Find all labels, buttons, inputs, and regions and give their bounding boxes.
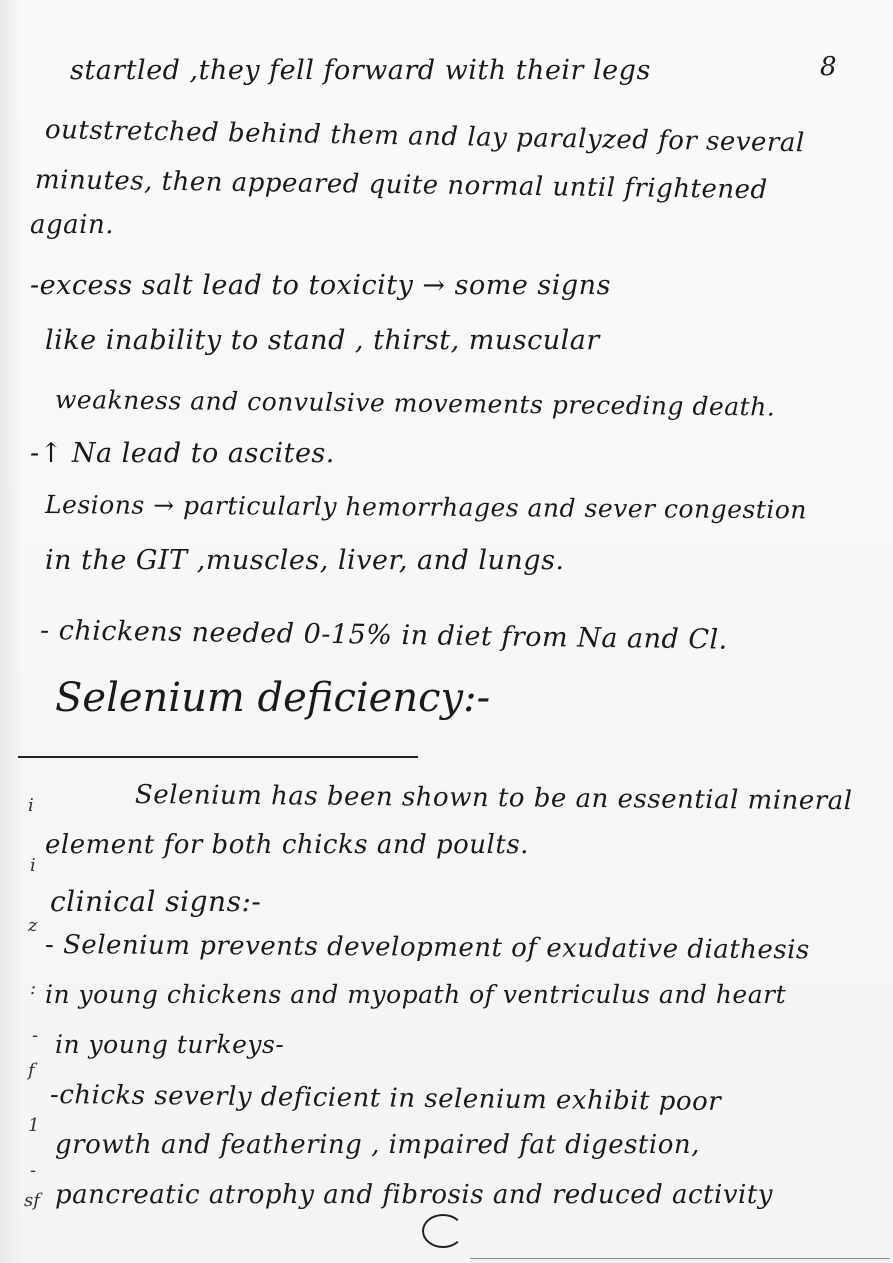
text-line: pancreatic atrophy and fibrosis and reduced activity xyxy=(55,1180,773,1210)
text-line: in young turkeys- xyxy=(55,1030,285,1059)
margin-mark: : xyxy=(30,978,37,999)
text-line: minutes, then appeared quite normal until frightened xyxy=(34,165,768,206)
text-line: outstretched behind them and lay paralyzed for several xyxy=(44,115,805,159)
page-number: 8 xyxy=(820,52,837,82)
text-line: -↑ Na lead to ascites. xyxy=(30,438,335,469)
text-line: - Selenium prevents development of exudative diathesis xyxy=(44,930,810,966)
margin-mark: z xyxy=(28,915,38,936)
page-edge-shadow xyxy=(0,0,22,1263)
text-line: in the GIT ,muscles, liver, and lungs. xyxy=(45,545,565,576)
text-line: weakness and convulsive movements preceding death. xyxy=(54,385,776,422)
margin-mark: - xyxy=(32,1025,39,1046)
page-bottom-edge xyxy=(470,1258,890,1259)
section-heading: Selenium deficiency:- xyxy=(55,675,491,721)
margin-mark: sf xyxy=(24,1190,40,1211)
text-line: -excess salt lead to toxicity → some signs xyxy=(30,270,611,301)
text-line: Selenium has been shown to be an essential mineral xyxy=(134,780,853,817)
margin-mark: f xyxy=(28,1060,35,1081)
text-line: like inability to stand , thirst, muscular xyxy=(45,325,600,356)
text-line: growth and feathering , impaired fat digestion, xyxy=(55,1130,700,1160)
text-line: -chicks severly deficient in selenium exhibit poor xyxy=(49,1080,722,1118)
subheading: clinical signs:- xyxy=(50,885,262,918)
text-line: again. xyxy=(30,210,114,240)
footer-scribble xyxy=(422,1214,464,1248)
text-line: Lesions → particularly hemorrhages and sever congestion xyxy=(44,490,808,525)
text-line: - chickens needed 0-15% in diet from Na and Cl. xyxy=(39,615,728,656)
margin-mark: i xyxy=(28,795,34,816)
text-line: startled ,they fell forward with their legs xyxy=(70,55,651,86)
margin-mark: i xyxy=(30,855,36,876)
margin-mark: - xyxy=(30,1160,37,1181)
heading-underline xyxy=(18,756,418,758)
text-line: element for both chicks and poults. xyxy=(45,830,529,860)
margin-mark: 1 xyxy=(28,1115,40,1136)
text-line: in young chickens and myopath of ventriculus and heart xyxy=(45,980,787,1009)
